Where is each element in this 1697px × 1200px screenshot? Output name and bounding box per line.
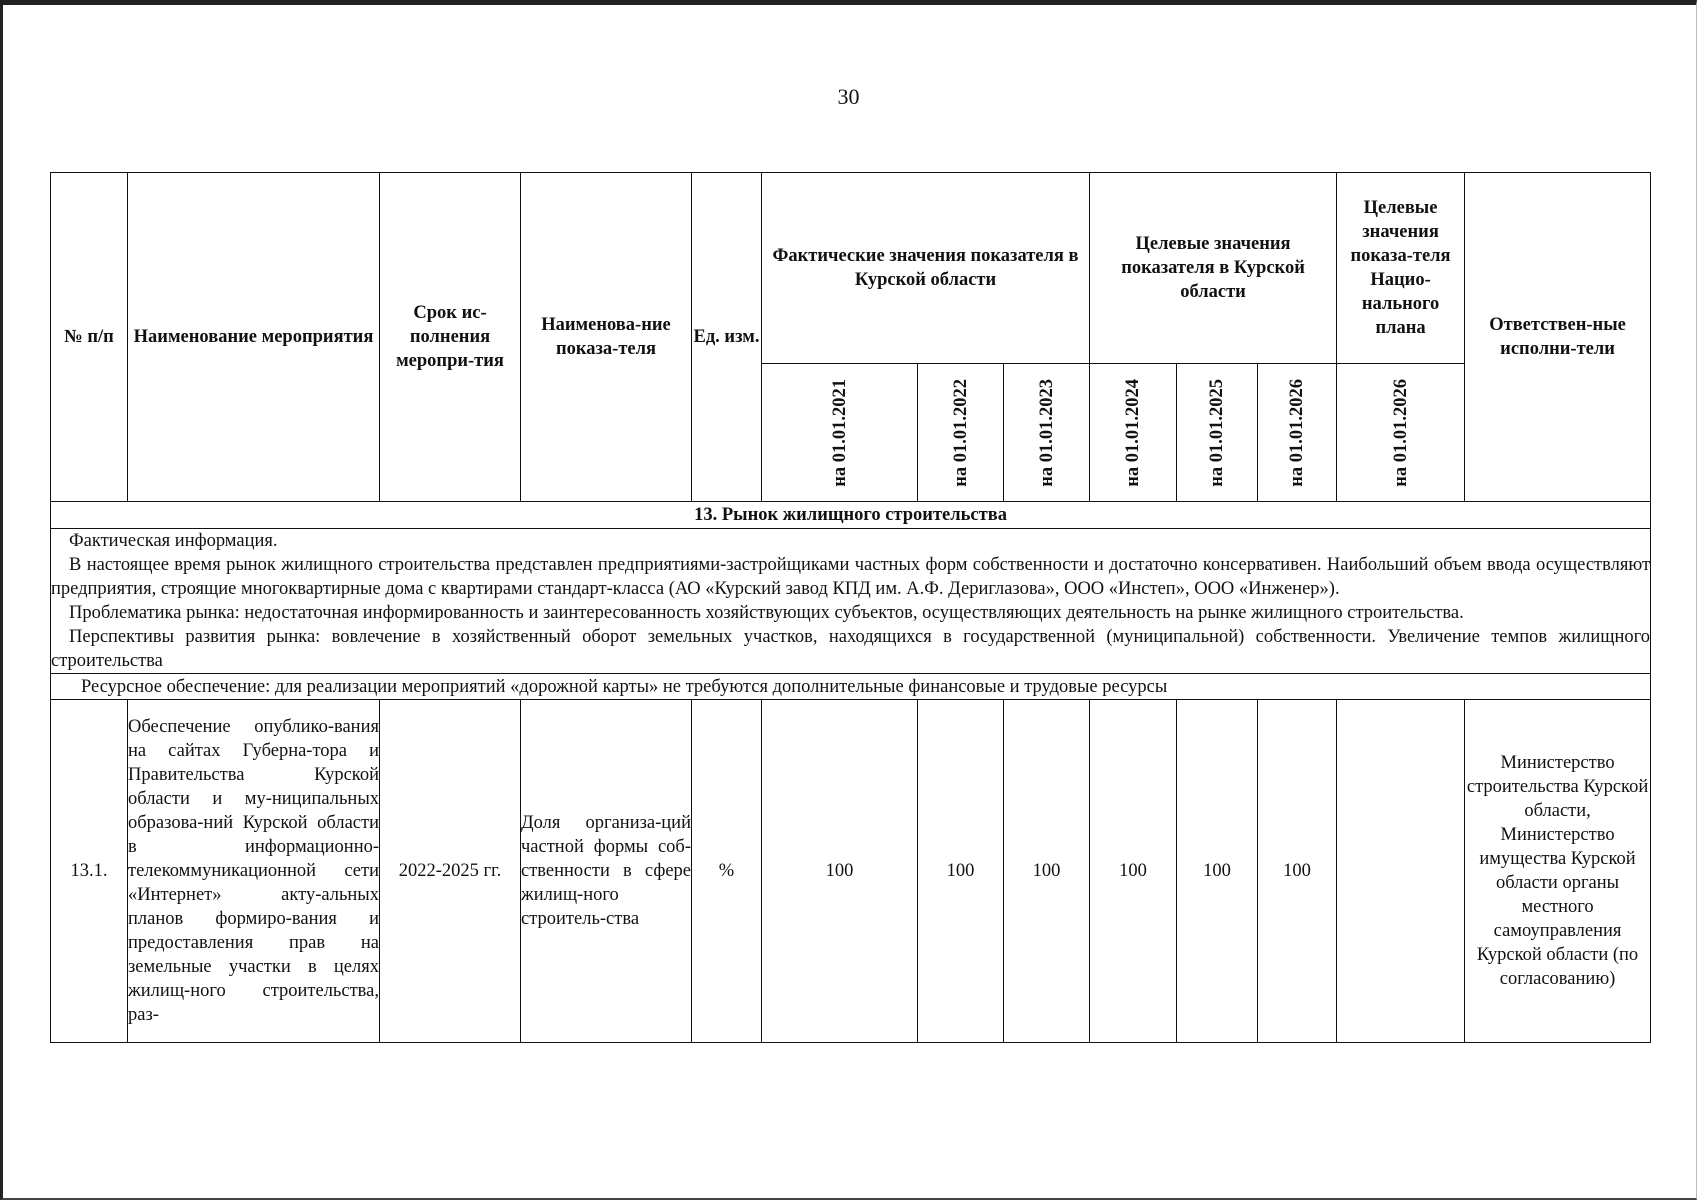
info-paragraph: Фактическая информация. [69, 531, 278, 551]
header-event: Наименование мероприятия [128, 173, 380, 502]
header-date-actual-2021: на 01.01.2021 [762, 364, 918, 502]
header-group-actual: Фактические значения показателя в Курской области [762, 173, 1090, 364]
table-row [51, 700, 1651, 1043]
header-group-national: Целевые значения показа-теля Нацио-нального плана [1337, 173, 1465, 364]
header-responsible: Ответствен-ные исполни-тели [1465, 173, 1651, 502]
header-date-target-2025: на 01.01.2025 [1177, 364, 1258, 502]
info-paragraph: Проблематика рынка: недостаточная информированность и заинтересованность хозяйствующих субъектов, осуществляющих деятельность на рынке жилищного строительства. [69, 603, 1464, 623]
cell-value-2023: 100 [1004, 700, 1090, 1043]
cell-value-2026: 100 [1258, 700, 1337, 1043]
cell-unit: % [692, 700, 762, 1043]
header-group-target: Целевые значения показателя в Курской области [1090, 173, 1337, 364]
header-date-national-2026: на 01.01.2026 [1337, 364, 1465, 502]
resource-note: Ресурсное обеспечение: для реализации мероприятий «дорожной карты» не требуются дополнительные финансовые и трудовые ресурсы [51, 674, 1651, 700]
cell-value-2022: 100 [918, 700, 1004, 1043]
header-term: Срок ис-полнения меропри-тия [380, 173, 521, 502]
header-indicator: Наименова-ние показа-теля [521, 173, 692, 502]
cell-value-2025: 100 [1177, 700, 1258, 1043]
cell-value-2021: 100 [762, 700, 918, 1043]
header-date-target-2024: на 01.01.2024 [1090, 364, 1177, 502]
cell-national [1337, 700, 1465, 1043]
header-date-actual-2022: на 01.01.2022 [918, 364, 1004, 502]
roadmap-table [50, 172, 1651, 1043]
info-paragraph: Перспективы развития рынка: вовлечение в хозяйственный оборот земельных участков, находящихся в государственной (муниципальной) собственности. Увеличение темпов жилищного строительства [51, 627, 1651, 671]
page-number: 30 [837, 84, 860, 109]
cell-indicator: Доля организа-ций частной формы соб-ственности в сфере жилищ-ного строитель-ства [521, 700, 692, 1043]
section-title: 13. Рынок жилищного строительства [51, 502, 1651, 529]
info-paragraph: В настоящее время рынок жилищного строительства представлен предприятиями-застройщиками частных форм собственности и достаточно консервативен. Наибольший объем ввода осуществляют предприятия, строящие многоквартирные дома с квартирами стандарт-класса (АО «Курский завод КПД им. А.Ф. Дериглазова», ООО «Инстеп», ООО «Инженер»). [51, 555, 1651, 599]
header-unit: Ед. изм. [692, 173, 762, 502]
cell-num: 13.1. [51, 700, 128, 1043]
cell-value-2024: 100 [1090, 700, 1177, 1043]
header-date-actual-2023: на 01.01.2023 [1004, 364, 1090, 502]
section-info [51, 529, 1651, 674]
cell-event: Обеспечение опублико-вания на сайтах Губерна-тора и Правительства Курской области и му-ниципальных образова-ний Курской области в информационно-телекоммуникационной сети «Интернет» акту-альных планов формиро-вания и предоставления прав на земельные участки в целях жилищ-ного строительства, раз- [128, 700, 380, 1043]
header-num: № п/п [51, 173, 128, 502]
header-date-target-2026: на 01.01.2026 [1258, 364, 1337, 502]
cell-term: 2022-2025 гг. [380, 700, 521, 1043]
cell-responsible: Министерство строительства Курской области, Министерство имущества Курской области органы местного самоуправления Курской области (по согласованию) [1465, 700, 1651, 1043]
